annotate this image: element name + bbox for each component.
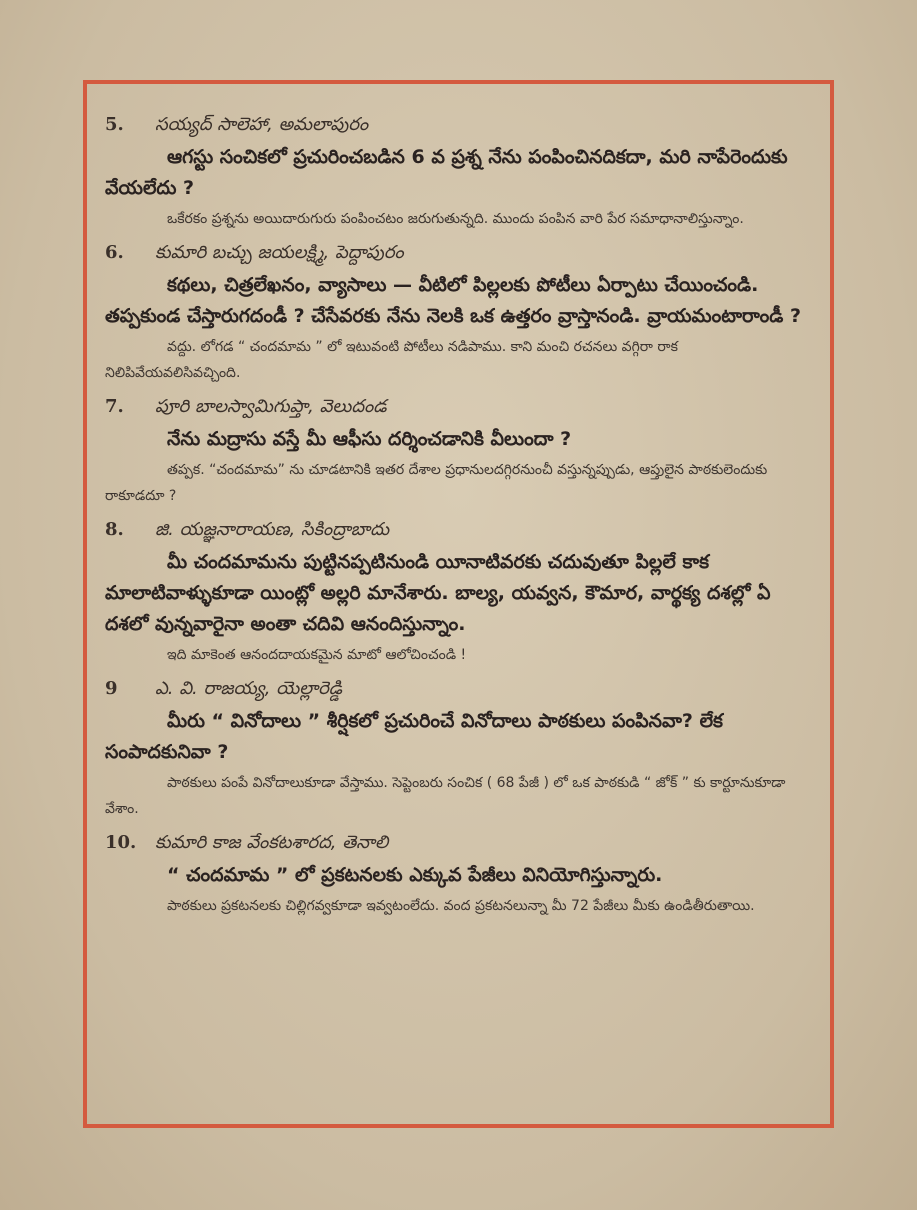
letter-question: నేను మద్రాసు వస్తే మీ ఆఫీసు దర్శించడానికి వీలుందా ? (167, 428, 572, 450)
letter-header (105, 238, 805, 268)
letter-entry (105, 674, 805, 822)
letter-number: 10. (105, 832, 137, 853)
letter-question: మీ చందమామను పుట్టినప్పటినుండి యీనాటివరకు చదువుతూ పిల్లలే కాక మాలాటివాళ్ళుకూడా యింట్లో అల్లరి మానేశారు. బాల్య, యవ్వన, కౌమార, వార్థక్య దశల్లో ఏ దశలో వున్నవారైనా అంతా చదివి ఆనందిస్తున్నాం. (105, 551, 771, 635)
letter-question: “ చందమామ ” లో ప్రకటనలకు ఎక్కువ పేజీలు వినియోగిస్తున్నారు. (167, 864, 663, 886)
letter-header (105, 392, 805, 422)
letter-answer: ఇది మాకెంత ఆనందదాయకమైన మాటో ఆలోచించండి ! (167, 647, 467, 663)
letter-header (105, 828, 805, 858)
letter-header (105, 110, 805, 140)
letter-number: 8. (105, 519, 124, 540)
letter-entry (105, 238, 805, 386)
letter-answer: తప్పక. “చందమామ” ను చూడటానికి ఇతర దేశాల ప్రధానులదగ్గిరనుంచీ వస్తున్నప్పుడు, ఆప్తులైన పాఠకులెందుకు రాకూడదూ ? (105, 462, 768, 504)
letter-entry (105, 515, 805, 668)
letters-column (105, 110, 805, 925)
letter-entry (105, 828, 805, 919)
letter-asker: జి. యజ్ఞనారాయణ, సికింద్రాబాదు (155, 519, 390, 540)
letter-answer: వద్దు. లోగడ “ చందమామ ” లో ఇటువంటి పోటీలు నడిపాము. కాని మంచి రచనలు వగ్గిరా రాక నిలిపివేయవలిసివచ్చింది. (105, 339, 678, 381)
letter-header (105, 674, 805, 704)
letter-question: మీరు “ వినోదాలు ” శీర్షికలో ప్రచురించే వినోదాలు పాఠకులు పంపినవా? లేక సంపాదకునివా ? (105, 710, 723, 763)
letter-asker: సయ్యద్ సాలెహా, అమలాపురం (155, 114, 369, 135)
letter-asker: పూరి బాలస్వామిగుప్తా, వెలుదండ (155, 396, 387, 417)
letter-number: 5. (105, 114, 124, 135)
letter-number: 6. (105, 242, 124, 263)
letter-asker: కుమారి బచ్చు జయలక్ష్మి, పెద్దాపురం (155, 242, 404, 263)
letter-answer: పాఠకులు ప్రకటనలకు చిల్లిగవ్వకూడా ఇవ్వటంలేదు. వంద ప్రకటనలున్నా మీ 72 పేజీలు మీకు ఉండితీరుతాయి. (167, 898, 755, 914)
letter-entry (105, 110, 805, 232)
letter-asker: కుమారి కాజ వేంకటశారద, తెనాలి (155, 832, 389, 853)
letter-asker: ఎ. వి. రాజయ్య, యెల్లారెడ్డి (155, 678, 343, 699)
letter-entry (105, 392, 805, 509)
letter-number: 7. (105, 396, 124, 417)
letter-header (105, 515, 805, 545)
letter-answer: ఒకేరకం ప్రశ్నను అయిదారుగురు పంపించటం జరుగుతున్నది. ముందు పంపిన వారి పేర సమాధానాలిస్తున్నాం. (167, 211, 744, 227)
letter-question: కథలు, చిత్రలేఖనం, వ్యాసాలు — వీటిలో పిల్లలకు పోటీలు ఏర్పాటు చేయించండి. తప్పకుండ చేస్తారుగదండీ ? చేసేవరకు నేను నెలకి ఒక ఉత్తరం వ్రాస్తానండి. వ్రాయమంటారాండీ ? (105, 274, 801, 327)
letter-number: 9 (105, 678, 118, 699)
letter-answer: పాఠకులు పంపే వినోదాలుకూడా వేస్తాము. సెప్టెంబరు సంచిక ( 68 పేజీ ) లో ఒక పాఠకుడి “ జోక్ ” కు కార్టూనుకూడా వేశాం. (105, 775, 786, 817)
letter-question: ఆగస్టు సంచికలో ప్రచురించబడిన 6 వ ప్రశ్న నేను పంపించినదికదా, మరి నాపేరెందుకు వేయలేదు ? (105, 146, 788, 199)
